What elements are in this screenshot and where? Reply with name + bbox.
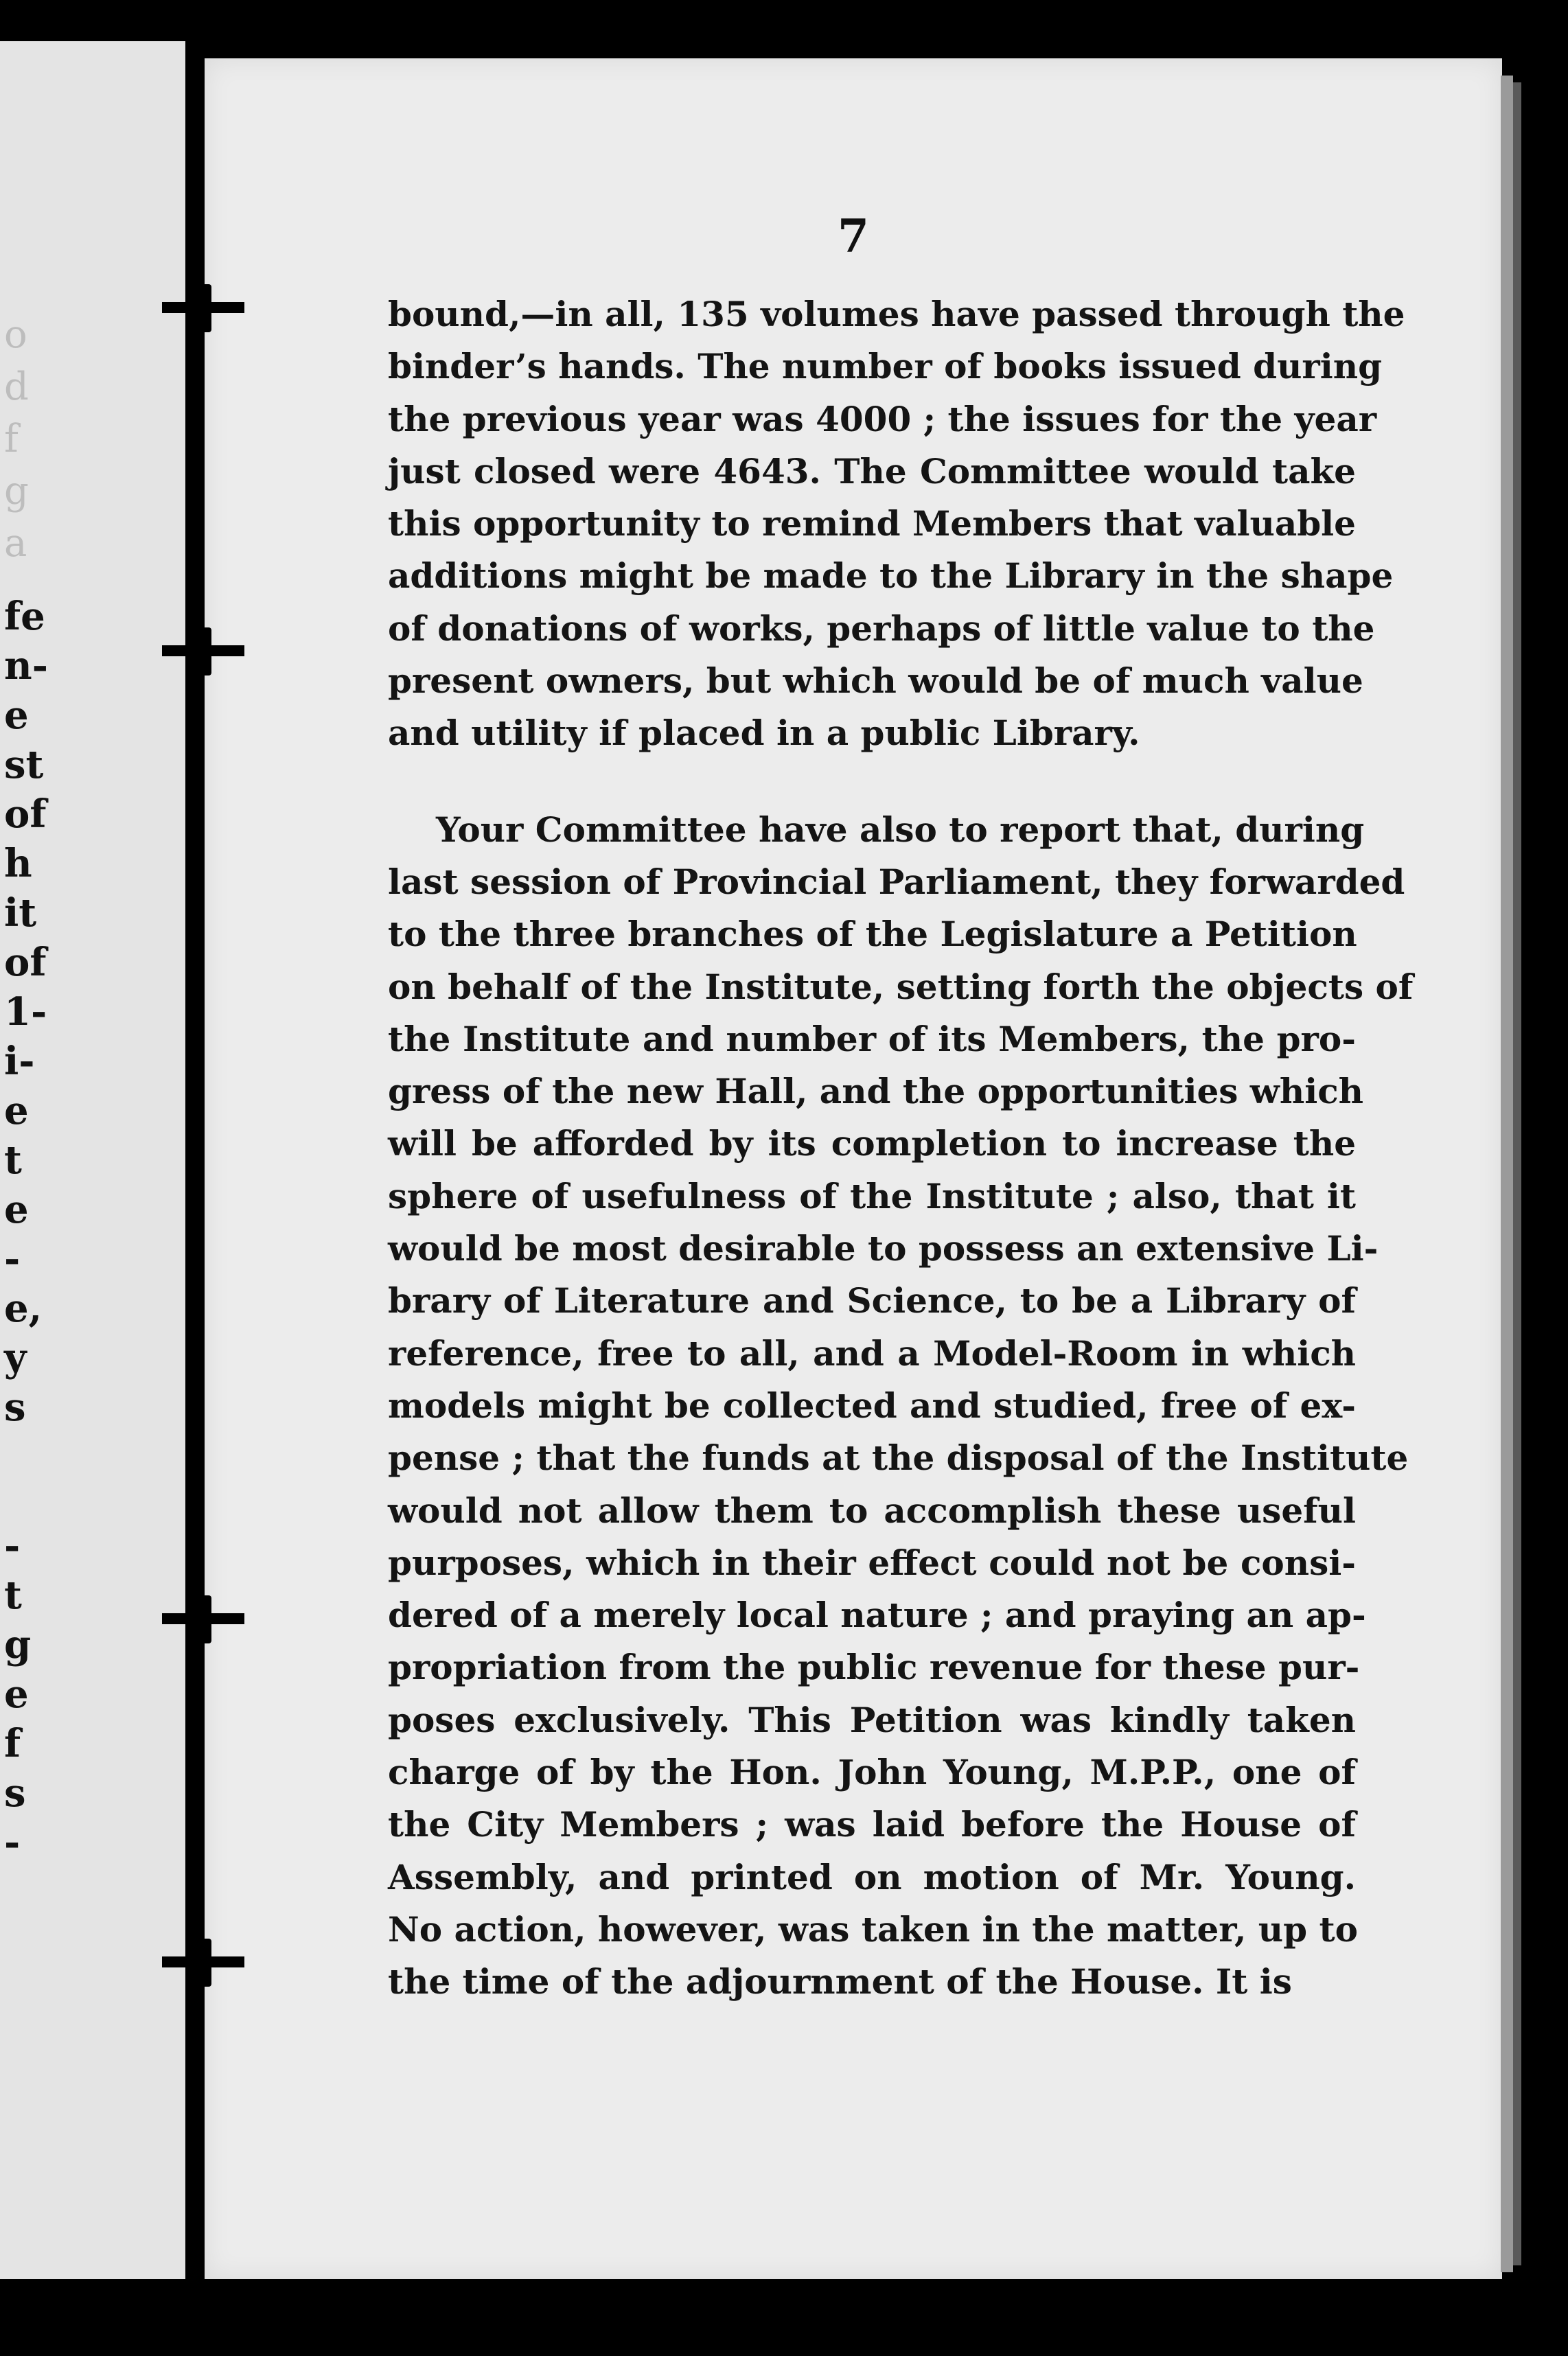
paragraph [388,288,1405,760]
facing-page-fragment: n- [4,643,48,689]
facing-page-fragment: s [4,1385,26,1430]
facing-page-faint-fragment: d [4,365,29,409]
text-line: last session of Provincial Parliament, they forwarded [388,861,1405,902]
facing-page-fragment: it [4,890,37,936]
paragraph [388,804,1414,2009]
text-line: to the three branches of the Legislature a Petition [388,914,1357,955]
text-line: just closed were 4643. The Committee would take [388,450,1356,492]
binding-stitch [162,1956,244,1967]
text-line: would not allow them to accomplish these useful [388,1490,1356,1531]
facing-page-fragment: e [4,1187,29,1232]
text-line: the time of the adjournment of the House. It is [388,1961,1292,2002]
facing-page-fragment: g [4,1622,32,1667]
previous-page-margin [0,41,185,2279]
text-line: No action, however, was taken in the matter, up to [388,1908,1358,1950]
facing-page-fragment: - [4,1820,21,1865]
facing-page-fragment: of [4,792,47,837]
text-line: will be afforded by its completion to increase the [388,1123,1356,1164]
facing-page-fragment: st [4,742,44,787]
body-text [388,288,1414,2009]
page-edge [1501,76,1513,2272]
facing-page-fragment: t [4,1573,22,1618]
facing-page-faint-fragment: g [4,469,29,513]
facing-page-fragment: s [4,1770,26,1816]
page-number: 7 [838,209,869,263]
facing-page-faint-fragment: a [4,521,27,566]
text-line: additions might be made to the Library in the shape [388,555,1394,597]
facing-page-fragment: e [4,693,29,738]
text-line: this opportunity to remind Members that valuable [388,503,1356,544]
text-line: present owners, but which would be of much value [388,660,1363,702]
text-line: sphere of usefulness of the Institute ; also, that it [388,1175,1356,1216]
text-line: reference, free to all, and a Model-Room in which [388,1332,1356,1374]
text-line: purposes, which in their effect could not be consi- [388,1542,1356,1583]
text-line: Your Committee have also to report that, during [436,809,1365,850]
facing-page-fragment: of [4,940,47,985]
text-line: models might be collected and studied, free of ex- [388,1385,1356,1426]
facing-page-fragment: fe [4,594,45,639]
text-line: the Institute and number of its Members, the pro- [388,1018,1356,1059]
facing-page-fragment: e, [4,1286,43,1331]
text-line: propriation from the public revenue for these pur- [388,1647,1360,1688]
facing-page-fragment: e [4,1672,29,1717]
facing-page-fragment: y [4,1335,27,1381]
text-line: the previous year was 4000 ; the issues for the year [388,398,1377,439]
facing-page-fragment: e [4,1088,29,1133]
text-line: bound,—in all, 135 volumes have passed through the [388,294,1405,334]
facing-page-faint-fragment: o [4,312,27,357]
text-line: dered of a merely local nature ; and praying an ap- [388,1595,1366,1636]
page-edge-shadow [1513,82,1521,2265]
facing-page-faint-fragment: f [4,417,19,461]
facing-page-fragment: - [4,1523,21,1569]
text-line: brary of Literature and Science, to be a Library of [388,1280,1356,1321]
text-line: binder’s hands. The number of books issued during [388,346,1383,387]
text-line: pense ; that the funds at the disposal of the Institute [388,1437,1409,1479]
facing-page-fragment: t [4,1137,22,1183]
text-line: would be most desirable to possess an extensive Li- [388,1228,1379,1269]
facing-page-fragment: i- [4,1039,35,1084]
text-line: of donations of works, perhaps of little value to the [388,608,1375,649]
facing-page-fragment: 1- [4,989,47,1035]
text-line: the City Members ; was laid before the House of [388,1804,1356,1845]
text-line: and utility if placed in a public Library. [388,713,1140,754]
text-line: gress of the new Hall, and the opportunities which [388,1071,1363,1112]
binding-stitch [162,1613,244,1624]
binding-stitch [162,645,244,656]
text-line: charge of by the Hon. John Young, M.P.P., one of [388,1752,1356,1793]
facing-page-fragment: h [4,841,32,886]
facing-page-fragment: f [4,1721,21,1766]
facing-page-fragment: - [4,1236,21,1282]
text-line: poses exclusively. This Petition was kindly taken [388,1699,1356,1740]
text-line: on behalf of the Institute, setting forth the objects of [388,966,1414,1007]
binding-stitch [162,302,244,313]
text-line: Assembly, and printed on motion of Mr. Young. [388,1856,1356,1897]
